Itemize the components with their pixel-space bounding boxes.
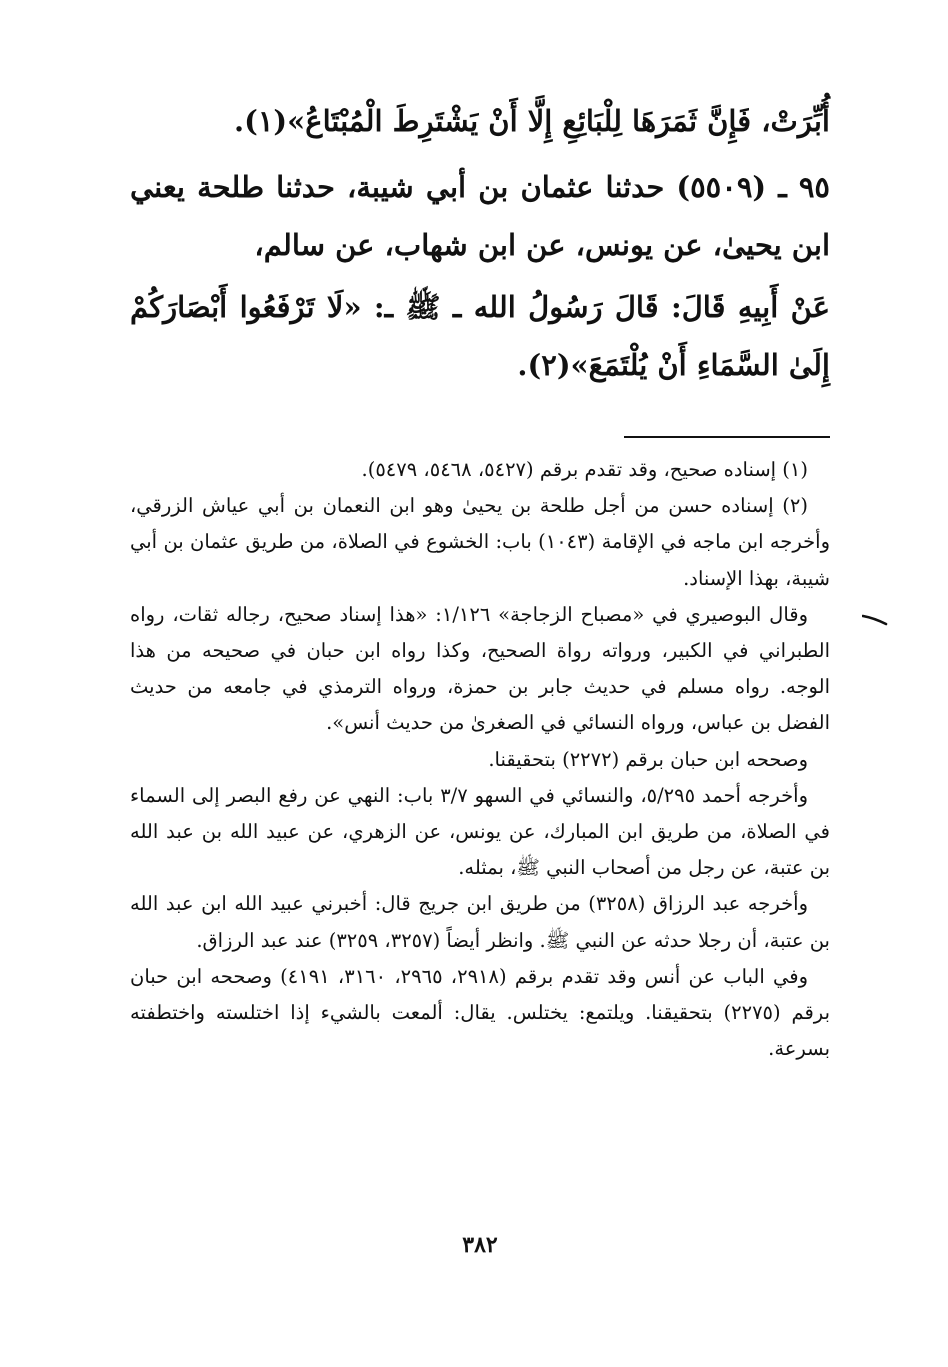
book-page [130, 0, 830, 1367]
footnote-2: (٢) إسناده حسن من أجل طلحة بن يحيىٰ وهو ابن النعمان بن أبي عياش الزرقي، وأخرجه ابن ماجه في الإقامة (١٠٤٣) باب: الخشوع في الصلاة، من طريق عثمان بن أبي شيبة، بهذا الإسناد. [130, 494, 830, 590]
footnote-2-ibn-hibban: وصححه ابن حبان برقم (٢٢٧٢) بتحقيقنا. [488, 747, 808, 771]
footnote-1: (١) إسناده صحيح، وقد تقدم برقم (٥٤٢٧، ٥٤٦٨، ٥٤٧٩). [361, 458, 808, 481]
footnote-2-anas: وفي الباب عن أنس وقد تقدم برقم (٢٩١٨، ٢٩٦٥، ٣١٦٠، ٤١٩١) وصححه ابن حبان برقم (٢٢٧٥) بتحقيقنا. ويلتمع: يختلس. يقال: ألمعت بالشيء إذا اختلسته واختطفته بسرعة. [130, 964, 830, 1061]
footnote-2-busiri: وقال البوصيري في «مصباح الزجاجة» ١/١٢٦: «هذا إسناد صحيح، رجاله ثقات، رواه الطبراني في الكبير، ورواته رواة الصحيح، وكذا رواه ابن حبان في صحيحه من هذا الوجه. رواه مسلم في حديث جابر بن حمزة، ورواه الترمذي في جامعه من حديث الفضل بن عباس، ورواه النسائي في الصغرىٰ من حديث أنس». [130, 602, 830, 735]
footnotes [130, 452, 830, 1067]
page-number: ٣٨٢ [462, 1232, 498, 1258]
footnote-2-ahmad: وأخرجه أحمد ٥/٢٩٥، والنسائي في السهو ٣/٧ باب: النهي عن رفع البصر إلى السماء في الصلاة، من طريق ابن المبارك، عن يونس، عن الزهري، عن عبيد الله بن عبد الله بن عتبة، عن رجل من أصحاب النبي ﷺ، بمثله. [130, 783, 830, 880]
hadith-continuation: أُبِّرَتْ، فَإِنَّ ثَمَرَهَا لِلْبَائِعِ إِلَّا أَنْ يَشْتَرِطَ الْمُبْتَاعُ»(١). [234, 104, 830, 138]
margin-mark [862, 612, 888, 626]
hadith-matn: عَنْ أَبِيهِ قَالَ: قَالَ رَسُولُ الله ـ ﷺ ـ: «لَا تَرْفَعُوا أَبْصَارَكُمْ إِلَىٰ السَّمَاءِ أَنْ يُلْتَمَعَ»(٢). [130, 290, 830, 382]
footnote-2-abd-razzaq: وأخرجه عبد الرزاق (٣٢٥٨) من طريق ابن جريج قال: أخبرني عبيد الله ابن عبد الله بن عتبة، أن رجلا حدثه عن النبي ﷺ. وانظر أيضاً (٣٢٥٧، ٣٢٥٩) عند عبد الرزاق. [130, 892, 830, 952]
footnote-separator [624, 436, 830, 438]
hadith-isnad: ٩٥ ـ (٥٥٠٩) حدثنا عثمان بن أبي شيبة، حدثنا طلحة يعني ابن يحيىٰ، عن يونس، عن ابن شهاب، عن سالم، [130, 170, 830, 262]
hadith-text [130, 92, 830, 398]
